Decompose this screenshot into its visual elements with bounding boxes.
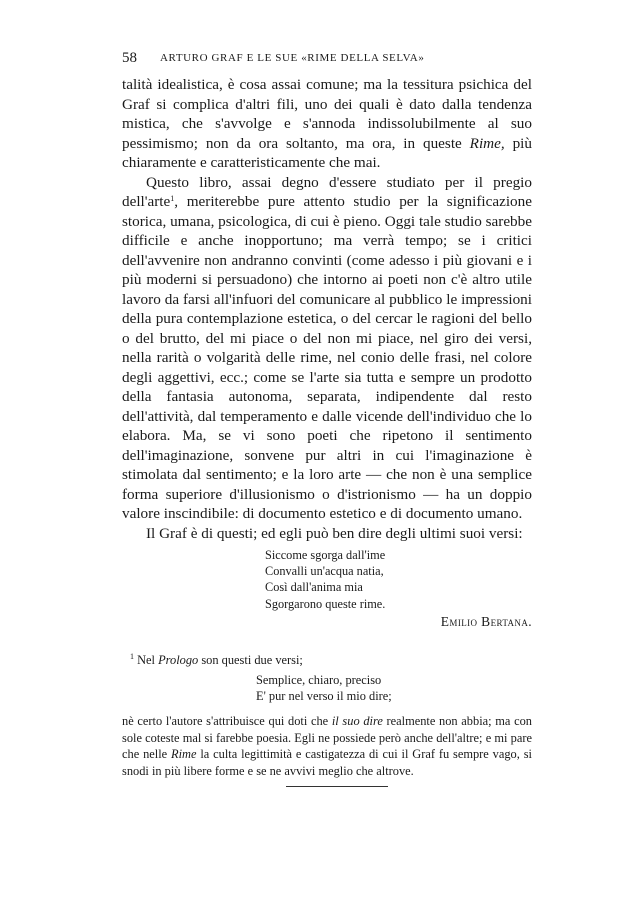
poem-line: Convalli un'acqua natia, <box>265 564 384 579</box>
footnote-marker: 1 <box>170 194 175 203</box>
footnote-verse: Semplice, chiaro, preciso <box>256 672 382 687</box>
footnote-verse: E' pur nel verso il mio dire; <box>256 688 392 703</box>
paragraph-1-text-end: più chiaramente e caratteristicamente che mai. <box>122 134 532 171</box>
paragraph-3: Il Graf è di questi; ed egli può ben dire degli ultimi suoi versi: <box>146 524 523 542</box>
footnote-italic-rime: Rime <box>171 747 197 762</box>
page-header <box>122 50 532 70</box>
footnote-text-a: nè certo l'autore s'attribuisce qui doti che <box>122 713 332 728</box>
page-number: 58 <box>122 50 137 66</box>
footnote-work-title: Prologo <box>158 652 199 667</box>
running-title: ARTURO GRAF E LE SUE «RIME DELLA SELVA» <box>160 52 425 64</box>
paragraph-2-text: Questo libro, assai degno d'essere studiato per il pregio dell'arte <box>122 173 532 210</box>
quoted-poem <box>265 547 532 612</box>
poem-line: Così dall'anima mia <box>265 580 363 595</box>
footnote <box>122 652 532 780</box>
footnote-text-b: realmente non abbia; ma con sole coteste mal si farebbe poesia. Egli ne possiede però anche dell'altre; e mi pare che nelle <box>122 713 532 762</box>
poem-line: Sgorgarono queste rime. <box>265 596 386 611</box>
footnote-text-c: la culta legittimità e castigatezza di cui il Graf fu sempre vago, si snodi in più libere forme e se ne avvivi meglio che altrove. <box>122 747 532 779</box>
closing-rule <box>286 786 388 787</box>
page-body <box>122 75 532 780</box>
footnote-italic-phrase: il suo dire <box>331 713 383 728</box>
paragraph-2-text-rest: , meriterebbe pure attento studio per la significazione storica, umana, psicologica, di cui è pieno. Oggi tale studio sarebbe difficile e anche inopportuno; ma verrà tempo; se i critici dell'avvenire non andranno convinti (come adesso i più giovani e i più moderni si persuadono) che intorno ai poeti non c'è altro utile lavoro da farsi all'infuori del comunicare al pubblico le impressioni della pura contemplazione estetica, o del cercar le ragioni del bello o del brutto, del mi piace o del non mi piace, nel giro dei versi, nella rarità o volgarità delle rime, nel conio delle frasi, nel colore degli aggettivi, ecc.; come se l'arte sia tutta e sempre un prodotto della fantasia autonoma, separata, indipendente dal resto dell'attività, dal temperamento e dalle vicende dell'individuo che lo elabora. Ma, se vi sono poeti che ripetono il sentimento dell'imaginazione, sonvene pur altri in cui l'imaginazione è stimolata dal sentimento; e la loro arte — che non è una semplice forma superiore d'illusionismo o d'istrionismo — ha un doppio valore inscindibile: di documento estetico e di documento umano. <box>122 193 532 522</box>
italic-title-rime: Rime, <box>469 134 505 152</box>
paragraph-1-text: talità idealistica, è cosa assai comune; ma la tessitura psichica del Graf si complica d'altri fili, uno dei quali è dato dalla tendenza mistica, che s'avvolge e s'annoda indissolubilmente al suo pessimismo; non da ora soltanto, ma ora, in queste <box>122 76 532 152</box>
footnote-first-line <box>130 652 532 668</box>
footnote-text <box>122 713 532 780</box>
footnote-number: 1 <box>130 651 134 661</box>
poem-line: Siccome sgorga dall'ime <box>265 548 386 562</box>
footnote-verses <box>256 672 532 704</box>
footnote-lead: Nel <box>134 652 159 667</box>
paragraph-1 <box>122 75 532 173</box>
paragraph-2 <box>122 173 532 524</box>
footnote-lead-rest: son questi due versi; <box>198 652 303 667</box>
author-signature: Emilio Bertana. <box>440 613 532 629</box>
